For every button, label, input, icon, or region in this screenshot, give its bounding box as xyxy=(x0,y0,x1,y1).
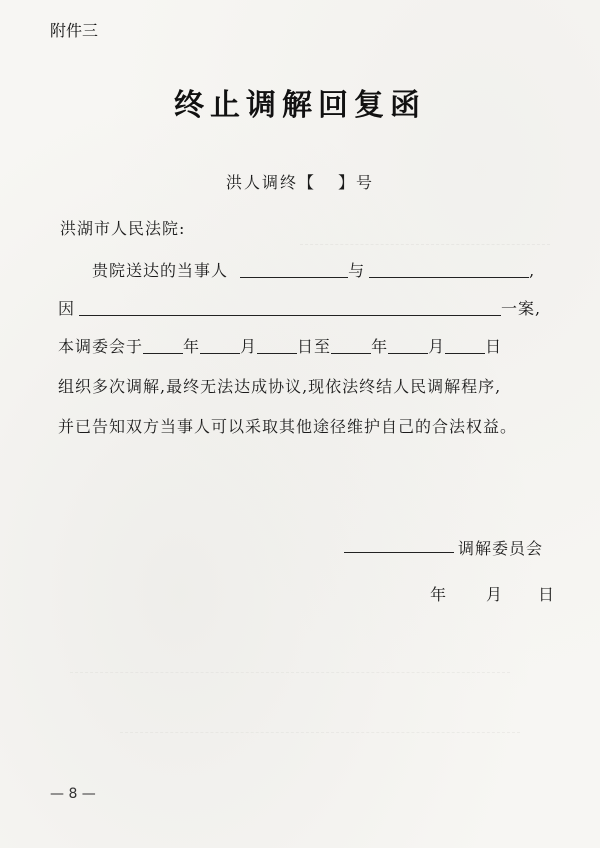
body-text: 年 xyxy=(371,337,389,356)
start-year-blank xyxy=(143,339,183,354)
party-b-blank xyxy=(369,263,529,278)
body-text: 因 xyxy=(58,299,76,318)
signature-month: 月 xyxy=(486,585,503,604)
body-text: 月 xyxy=(240,337,258,356)
signature-year: 年 xyxy=(430,585,447,604)
body-line-3 xyxy=(58,334,502,357)
body-line-4 xyxy=(58,374,501,397)
body-text: , xyxy=(529,261,536,280)
body-text: 本调委会于 xyxy=(58,337,144,356)
end-year-blank xyxy=(331,339,371,354)
signature-day: 日 xyxy=(538,585,555,604)
body-text: 年 xyxy=(183,337,201,356)
body-text: 与 xyxy=(348,261,366,280)
addressee: 洪湖市人民法院: xyxy=(60,219,186,238)
bleed-through-texture xyxy=(70,660,510,673)
body-line-1 xyxy=(92,258,535,281)
doc-number-prefix: 洪人调终【 xyxy=(225,173,316,192)
committee-name-blank xyxy=(344,552,454,553)
bleed-through-texture xyxy=(120,720,520,733)
bleed-through-texture xyxy=(300,232,550,245)
start-month-blank xyxy=(200,339,240,354)
document-number xyxy=(0,170,600,193)
end-day-blank xyxy=(445,339,485,354)
doc-number-suffix: 】号 xyxy=(338,173,375,192)
end-month-blank xyxy=(388,339,428,354)
attachment-label: 附件三 xyxy=(50,21,99,40)
body-text: 日 xyxy=(485,337,503,356)
page-number: — 8 — xyxy=(50,786,96,802)
body-line-2 xyxy=(58,296,541,319)
start-day-blank xyxy=(257,339,297,354)
body-text: 并已告知双方当事人可以采取其他途径维护自己的合法权益。 xyxy=(58,417,518,436)
body-text: 日至 xyxy=(297,337,332,356)
body-text: 组织多次调解,最终无法达成协议,现依法终结人民调解程序, xyxy=(58,377,502,396)
document-title: 终止调解回复函 xyxy=(174,88,426,123)
body-line-5 xyxy=(58,414,517,437)
committee-label: 调解委员会 xyxy=(458,539,544,558)
party-a-blank xyxy=(240,263,348,278)
body-text: 月 xyxy=(428,337,446,356)
body-text: 贵院送达的当事人 xyxy=(92,261,229,280)
body-text: 一案, xyxy=(501,299,542,318)
case-cause-blank xyxy=(79,301,501,316)
